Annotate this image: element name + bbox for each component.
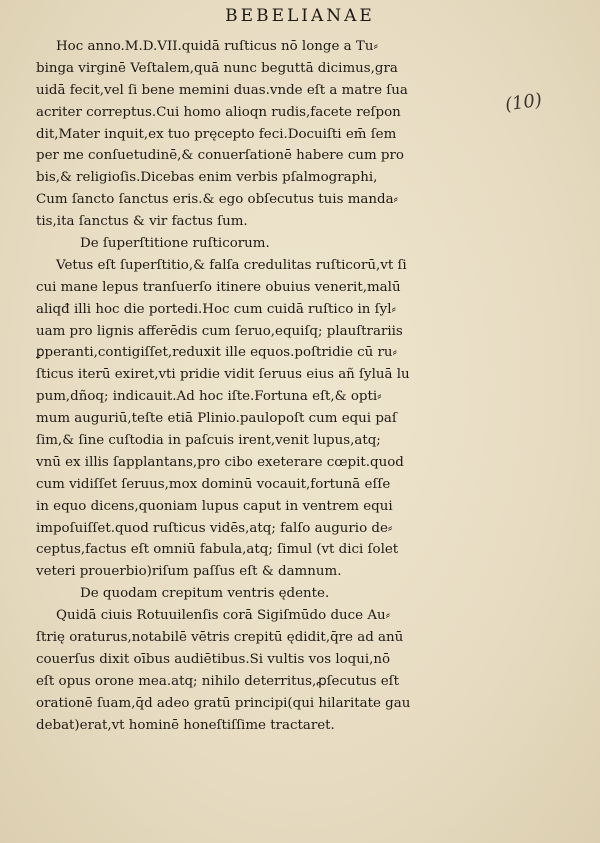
text-line: impoſuiſſet.quod ruſticus vidēs,atq; falſo augurio de⸗ [36, 520, 393, 536]
text-line: ſim,& ſine cuſtodia in paſcuis irent,venit lupus,atq; [36, 433, 381, 449]
text-line: cui mane lepus tranſuerſo itinere obuius venerit,malū [36, 279, 401, 295]
text-line: debat)erat,vt hominē honeſtiſſime tractaret. [36, 717, 335, 733]
section-heading: De ſuperſtitione ruſticorum. [80, 236, 270, 252]
text-line: vnū ex illis ſapplantans,pro cibo exeterare cœpit.quod [36, 454, 404, 470]
text-line: eſt opus orone mea.atq; nihilo deterritus,ꝓſecutus eſt [36, 673, 400, 689]
text-line: veteri prouerbio)riſum paſſus eſt & damnum. [36, 564, 342, 580]
text-line: uam pro lignis afferēdis cum ſeruo,equiſq; plauſtrariis [36, 323, 403, 339]
text-line: pum,dñoq; indicauit.Ad hoc iſte.Fortuna eſt,& opti⸗ [36, 389, 382, 405]
running-head: BEBELIANAE [225, 6, 375, 26]
text-line: Hoc anno.M.D.VII.quidā ruſticus nō longe a Tu⸗ [56, 39, 378, 54]
text-line: mum auguriū,teſte etiā Plinio.paulopoſt cum equi paſ [36, 411, 397, 427]
text-line: bis,& religioſis.Dicebas enim verbis pſalmographi, [36, 170, 378, 186]
text-line: in equo dicens,quoniam lupus caput in ventrem equi [36, 498, 393, 514]
text-line: orationē ſuam,q̄d adeo gratū principi(qui hilaritate gau [36, 695, 411, 711]
text-line: dit,Mater inquit,ex tuo pręcepto feci.Docuiſti em̄ ſem [36, 126, 397, 142]
text-block [36, 36, 456, 737]
text-line: ceptus,factus eſt omniū fabula,atq; ſimul (vt dici ſolet [36, 542, 399, 558]
text-line: couerſus dixit oībus audiētibus.Si vultis vos loqui,nō [36, 651, 391, 667]
text-line: ſticus iterū exiret,vti pridie vidit ſeruus eius añ ſyluā lu [36, 367, 410, 383]
text-line: tis,ita ſanctus & vir factus ſum. [36, 214, 248, 230]
text-line: acriter correptus.Cui homo alioqn rudis,facete reſpon [36, 104, 401, 120]
text-line: Vetus eſt ſuperſtitio,& falſa credulitas ruſticorū,vt ſi [56, 257, 407, 273]
text-line: ſtrię oraturus,notabilē vētris crepitū ędidit,q̄re ad anū [36, 630, 404, 646]
text-line: uidā fecit,vel ſi bene memini duas.vnde eſt a matre ſua [36, 82, 408, 98]
text-line: binga virginē Veſtalem,quā nunc beguttā dicimus,gra [36, 60, 398, 76]
text-line: ꝑperanti,contigiſſet,reduxit ille equos.poſtridie cū ru⸗ [36, 345, 397, 361]
text-line: aliqđ illi hoc die portedi.Hoc cum cuidā ruſtico in ſyl⸗ [36, 301, 396, 317]
text-line: per me conſuetudinē,& conuerſationē habere cum pro [36, 148, 404, 164]
text-line: cum vidiſſet ſeruus,mox dominū vocauit,fortunā eſſe [36, 476, 391, 492]
text-line: Quidā ciuis Rotuuilenſis corā Sigiſmūdo duce Au⸗ [56, 608, 391, 624]
section-heading: De quodam crepitum ventris ędente. [80, 586, 330, 602]
text-line: Cum ſancto ſanctus eris.& ego obſecutus tuis manda⸗ [36, 192, 399, 208]
marginal-note: (10) [503, 89, 544, 116]
